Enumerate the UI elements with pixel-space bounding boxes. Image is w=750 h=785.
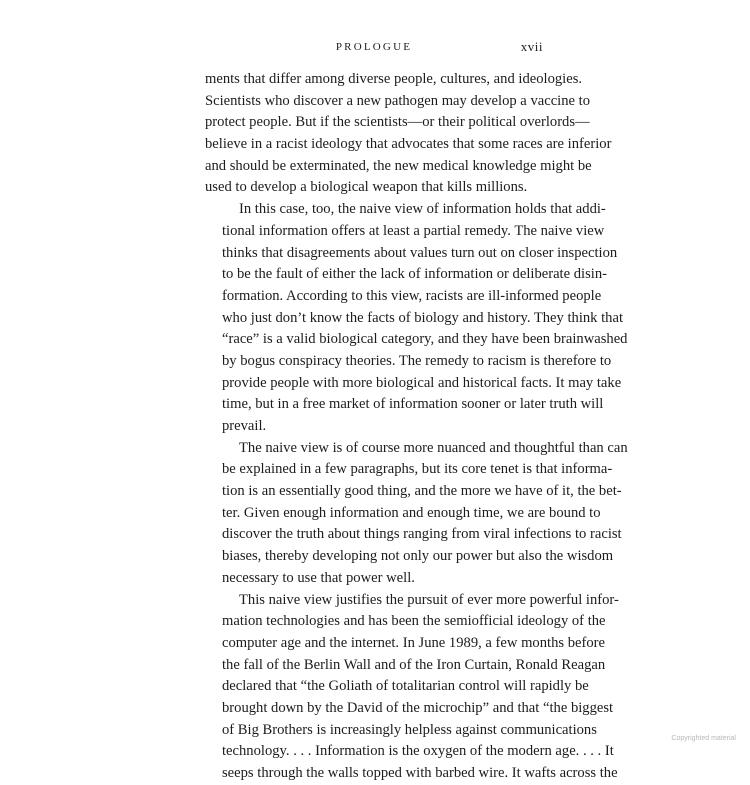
text-line: prevail. [222,418,267,434]
text-line: brought down by the David of the microchip” and that “the biggest [222,699,614,716]
text-line: be explained in a few paragraphs, but its core tenet is that informa- [222,461,613,478]
text-line: necessary to use that power well. [222,569,415,586]
paragraph [205,590,619,785]
text-line: time, but in a free market of information sooner or later truth will [222,396,604,413]
text-line: to be the fault of either the lack of information or deliberate disin- [222,266,607,283]
text-line: ter. Given enough information and enough time, we are bound to [222,504,601,521]
text-line: of Big Brothers is increasingly helpless against communications [222,721,597,738]
text-line: thinks that disagreements about values turn out on closer inspection [222,244,618,261]
text-line: who just don’t know the facts of biology and history. They think that [222,309,624,326]
copyright-watermark: Copyrighted material [671,735,736,742]
text-line: tion is an essentially good thing, and the more we have of it, the bet- [222,483,622,500]
text-line: computer age and the internet. In June 1989, a few months before [222,634,605,651]
paragraph [205,438,628,590]
running-head [205,38,543,58]
paragraph [205,69,612,199]
text-line: In this case, too, the naive view of information holds that addi- [239,201,606,218]
text-line: technology. . . . Information is the oxygen of the modern age. . . . It [222,743,614,760]
text-line: discover the truth about things ranging from viral infections to racist [222,526,622,543]
text-line: ments that differ among diverse people, cultures, and ideologies. [205,71,583,87]
text-line: seeps through the walls topped with barbed wire. It wafts across the [222,765,618,781]
text-line: the fall of the Berlin Wall and of the Iron Curtain, Ronald Reagan [222,656,606,673]
section-title: PROLOGUE [335,41,413,53]
body-text [205,69,628,785]
text-line: provide people with more biological and historical facts. It may take [222,374,622,391]
paragraph [205,199,628,438]
text-line: used to develop a biological weapon that kills millions. [205,179,528,196]
text-line: mation technologies and has been the semiofficial ideology of the [222,613,606,630]
text-line: This naive view justifies the pursuit of ever more powerful infor- [239,591,619,608]
text-line: Scientists who discover a new pathogen may develop a vaccine to [205,92,590,109]
page-number: xvii [520,39,543,54]
text-line: protect people. But if the scientists—or their political overlords— [205,114,590,131]
text-line: declared that “the Goliath of totalitarian control will rapidly be [222,678,589,695]
text-line: The naive view is of course more nuanced and thoughtful than can [239,439,628,456]
text-line: formation. According to this view, racists are ill-informed people [222,287,602,304]
text-line: and should be exterminated, the new medical knowledge might be [205,157,592,174]
text-line: biases, thereby developing not only our power but also the wisdom [222,548,614,565]
text-line: believe in a racist ideology that advocates that some races are inferior [205,136,612,153]
text-line: by bogus conspiracy theories. The remedy to racism is therefore to [222,352,612,369]
text-line: “race” is a valid biological category, and they have been brainwashed [222,331,628,348]
text-line: tional information offers at least a partial remedy. The naive view [222,222,605,239]
